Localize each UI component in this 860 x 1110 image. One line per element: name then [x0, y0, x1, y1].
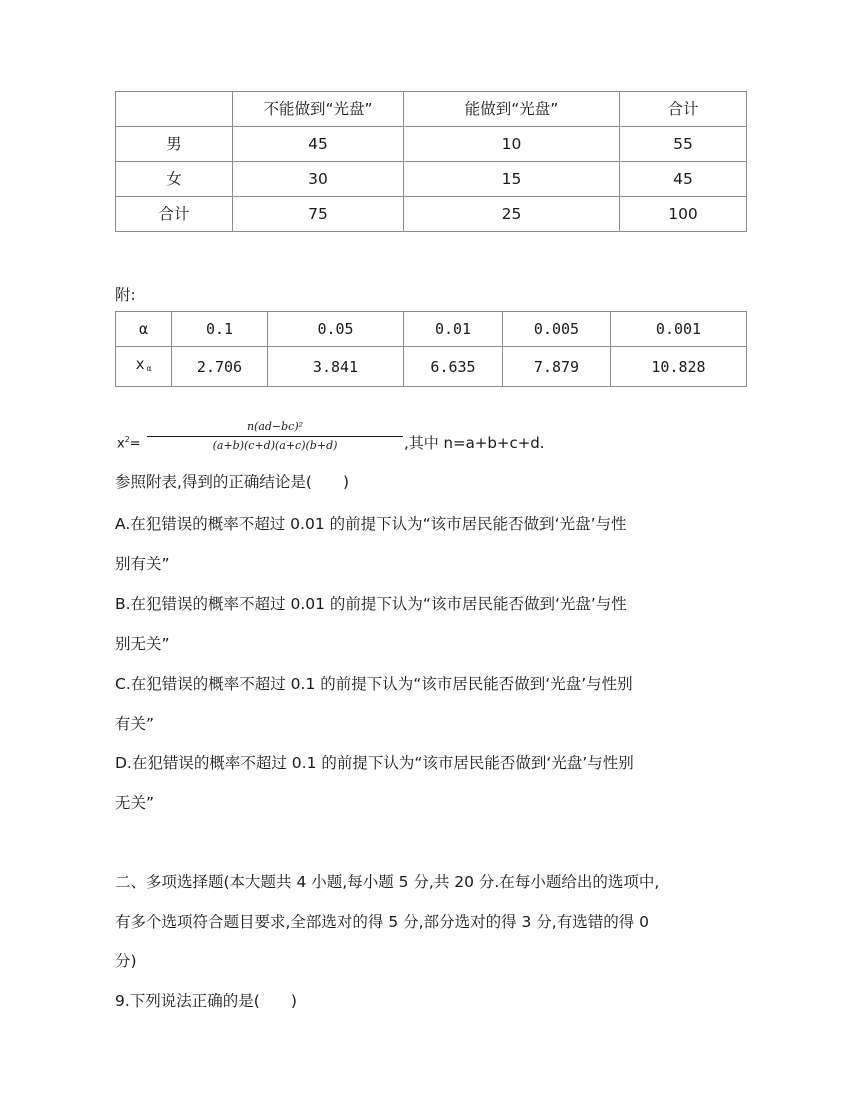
table-cell: 0.005 [503, 312, 611, 347]
table-cell: 男 [116, 127, 233, 162]
table-cell: 75 [233, 197, 404, 232]
table-cell: α [116, 312, 172, 347]
formula-denominator: (a+b)(c+d)(a+c)(b+d) [212, 439, 338, 452]
formula-variable: x [117, 436, 125, 452]
table-cell: 45 [620, 162, 747, 197]
contingency-table [115, 91, 747, 232]
table-cell: 30 [233, 162, 404, 197]
table-cell: 合计 [116, 197, 233, 232]
table-cell: 25 [404, 197, 620, 232]
table-cell: 55 [620, 127, 747, 162]
table-cell: 45 [233, 127, 404, 162]
table-cell: 合计 [620, 92, 747, 127]
option-b-line1: B.在犯错误的概率不超过 0.01 的前提下认为“该市居民能否做到‘光盘’与性 [115, 595, 627, 613]
alpha-subscript: α [146, 364, 152, 373]
section-heading-line1: 二、多项选择题(本大题共 4 小题,每小题 5 分,共 20 分.在每小题给出的选项中, [115, 873, 660, 891]
table-header-row [116, 92, 747, 127]
table-cell [116, 92, 233, 127]
option-d-line1: D.在犯错误的概率不超过 0.1 的前提下认为“该市居民能否做到‘光盘’与性别 [115, 754, 634, 772]
option-c-line1: C.在犯错误的概率不超过 0.1 的前提下认为“该市居民能否做到‘光盘’与性别 [115, 675, 633, 693]
table-cell: 7.879 [503, 347, 611, 387]
section-heading-line3: 分) [115, 952, 137, 970]
table-cell: 3.841 [268, 347, 404, 387]
option-c-line2: 有关” [115, 715, 155, 733]
table-cell: 0.1 [172, 312, 268, 347]
formula-tail: ,其中 n=a+b+c+d. [404, 434, 545, 452]
table-cell: 100 [620, 197, 747, 232]
option-d-line2: 无关” [115, 794, 155, 812]
section-heading-line2: 有多个选项符合题目要求,全部选对的得 5 分,部分选对的得 3 分,有选错的得 0 [115, 913, 650, 931]
question-9: 9.下列说法正确的是( ) [115, 992, 297, 1010]
option-a-line1: A.在犯错误的概率不超过 0.01 的前提下认为“该市居民能否做到‘光盘’与性 [115, 515, 627, 533]
appendix-label: 附: [115, 286, 136, 304]
option-a-line2: 别有关” [115, 555, 170, 573]
table-row [116, 347, 747, 387]
table-cell [116, 347, 172, 387]
table-row [116, 127, 747, 162]
question-stem: 参照附表,得到的正确结论是( ) [115, 473, 350, 491]
option-b-line2: 别无关” [115, 635, 170, 653]
table-cell: 女 [116, 162, 233, 197]
formula-lhs [117, 435, 141, 451]
table-cell: 0.01 [404, 312, 503, 347]
table-cell: 10 [404, 127, 620, 162]
formula-exponent: 2 [124, 435, 130, 444]
table-cell: 15 [404, 162, 620, 197]
table-cell: 10.828 [611, 347, 747, 387]
table-row [116, 197, 747, 232]
table-cell: 能做到“光盘” [404, 92, 620, 127]
table-cell: 6.635 [404, 347, 503, 387]
table-cell: 0.05 [268, 312, 404, 347]
formula-equals: = [129, 436, 141, 452]
formula-fraction [147, 418, 403, 455]
table-cell: 2.706 [172, 347, 268, 387]
formula-numerator: n(ad−bc)² [246, 420, 304, 433]
table-cell: 不能做到“光盘” [233, 92, 404, 127]
table-cell: 0.001 [611, 312, 747, 347]
x-alpha-label: x [135, 355, 145, 373]
table-row [116, 312, 747, 347]
table-row [116, 162, 747, 197]
critical-value-table [115, 311, 747, 387]
